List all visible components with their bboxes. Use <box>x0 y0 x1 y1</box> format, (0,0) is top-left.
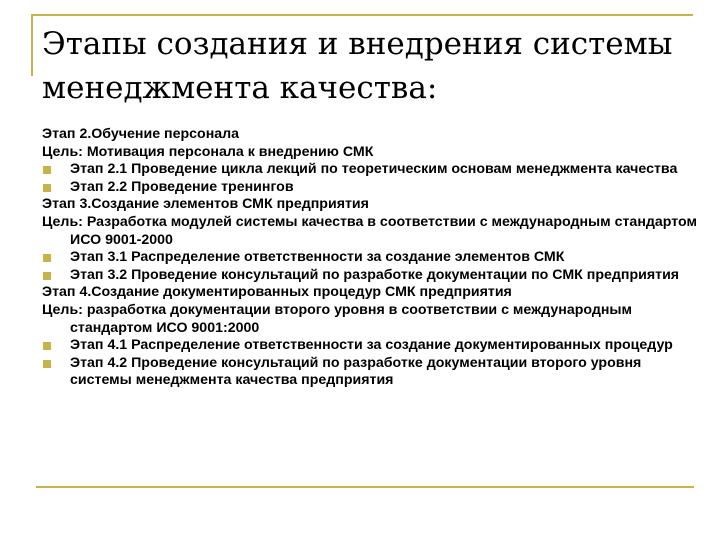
frame-top-line <box>31 14 693 16</box>
square-bullet-icon <box>43 342 51 350</box>
list-item-text: Этап 4.1 Распределение ответственности за создание документированных процедур <box>70 337 673 354</box>
square-bullet-icon <box>43 360 51 368</box>
stage-4-goal: Цель: разработка документации второго уровня в соответствии с международным стандартом ИСО 9001:2000 <box>42 301 633 336</box>
list-item <box>42 179 697 197</box>
slide-title-line-2: менеджмента качества: <box>42 70 438 106</box>
stage-3-goal: Цель: Разработка модулей системы качества в соответствии с международным стандартом ИСО 9001-2000 <box>42 213 697 248</box>
stage-2-goal: Цель: Мотивация персонала к внедрению СМК <box>42 143 374 160</box>
slide-body <box>42 126 697 390</box>
square-bullet-icon <box>43 272 51 280</box>
list-item <box>42 355 697 390</box>
list-item-text: Этап 2.2 Проведение тренингов <box>70 178 294 195</box>
list-item-text: Этап 3.2 Проведение консультаций по разработке документации по СМК предприятия <box>70 266 680 283</box>
slide-title <box>42 22 692 110</box>
square-bullet-icon <box>43 254 51 262</box>
stage-4-heading: Этап 4.Создание документированных процедур СМК предприятия <box>42 284 512 301</box>
square-bullet-icon <box>43 166 51 174</box>
list-item <box>42 161 697 179</box>
list-item <box>42 249 697 267</box>
stage-3-heading: Этап 3.Создание элементов СМК предприятия <box>42 196 369 213</box>
frame-left-line <box>31 14 33 76</box>
square-bullet-icon <box>43 184 51 192</box>
list-item-text: Этап 3.1 Распределение ответственности за создание элементов СМК <box>70 249 565 266</box>
list-item <box>42 337 697 355</box>
list-item-text: Этап 2.1 Проведение цикла лекций по теоретическим основам менеджмента качества <box>70 161 678 178</box>
frame-bottom-line <box>36 486 694 488</box>
slide-title-line-1: Этапы создания и внедрения системы <box>42 26 673 62</box>
stage-2-heading: Этап 2.Обучение персонала <box>42 126 240 142</box>
list-item <box>42 267 697 285</box>
list-item-text: Этап 4.2 Проведение консультаций по разработке документации второго уровня системы менеджмента качества предприятия <box>70 354 642 389</box>
